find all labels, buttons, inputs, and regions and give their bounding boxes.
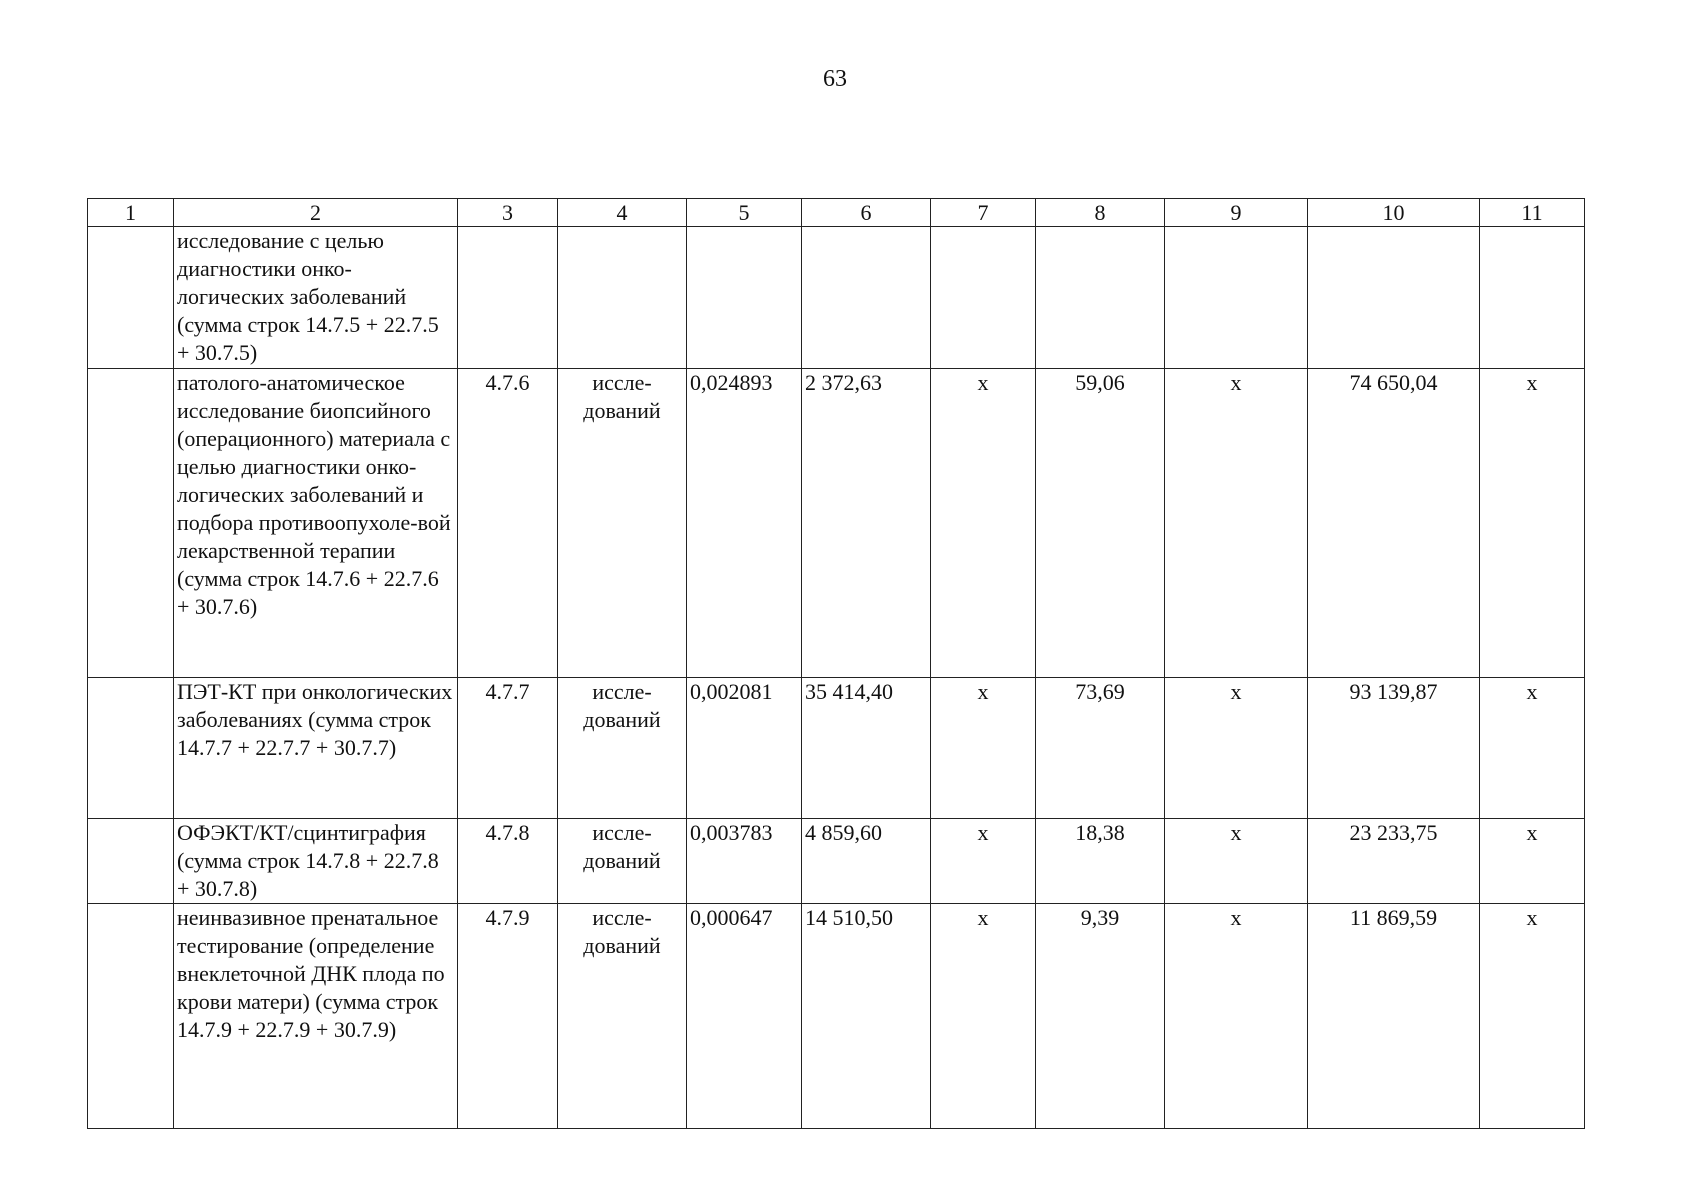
table-row bbox=[88, 369, 1585, 678]
cell-col7: х bbox=[931, 904, 1036, 1129]
header-row bbox=[88, 199, 1585, 227]
cell-col9: х bbox=[1165, 678, 1308, 819]
cell-name: ПЭТ-КТ при онкологических заболеваниях (сумма строк 14.7.7 + 22.7.7 + 30.7.7) bbox=[174, 678, 458, 819]
cell-volume: 0,024893 bbox=[687, 369, 802, 678]
cell-col11: х bbox=[1480, 819, 1585, 904]
tariff-table bbox=[87, 198, 1585, 1129]
cell-col10: 93 139,87 bbox=[1308, 678, 1480, 819]
col-header-5: 5 bbox=[687, 199, 802, 227]
cell-col10: 23 233,75 bbox=[1308, 819, 1480, 904]
col-header-6: 6 bbox=[802, 199, 931, 227]
cell-volume: 0,000647 bbox=[687, 904, 802, 1129]
table-row bbox=[88, 678, 1585, 819]
cell-cost: 14 510,50 bbox=[802, 904, 931, 1129]
cell-col7: х bbox=[931, 678, 1036, 819]
cell-col7 bbox=[931, 227, 1036, 369]
cell-col10 bbox=[1308, 227, 1480, 369]
col-header-10: 10 bbox=[1308, 199, 1480, 227]
cell-col1 bbox=[88, 227, 174, 369]
cell-col9 bbox=[1165, 227, 1308, 369]
cell-volume: 0,002081 bbox=[687, 678, 802, 819]
cell-col8: 18,38 bbox=[1036, 819, 1165, 904]
cell-cost: 2 372,63 bbox=[802, 369, 931, 678]
cell-col1 bbox=[88, 819, 174, 904]
cell-cost: 4 859,60 bbox=[802, 819, 931, 904]
cell-col7: х bbox=[931, 369, 1036, 678]
col-header-4: 4 bbox=[558, 199, 687, 227]
col-header-1: 1 bbox=[88, 199, 174, 227]
cell-col10: 11 869,59 bbox=[1308, 904, 1480, 1129]
cell-name: исследование с целью диагностики онко-логических заболеваний (сумма строк 14.7.5 + 22.7.5 + 30.7.5) bbox=[174, 227, 458, 369]
cell-col10: 74 650,04 bbox=[1308, 369, 1480, 678]
col-header-3: 3 bbox=[458, 199, 558, 227]
cell-col11: х bbox=[1480, 904, 1585, 1129]
cell-name: ОФЭКТ/КТ/сцинтиграфия (сумма строк 14.7.8 + 22.7.8 + 30.7.8) bbox=[174, 819, 458, 904]
cell-col8: 59,06 bbox=[1036, 369, 1165, 678]
cell-col11: х bbox=[1480, 369, 1585, 678]
cell-col8: 73,69 bbox=[1036, 678, 1165, 819]
cell-unit: иссле-дований bbox=[558, 819, 687, 904]
cell-col11: х bbox=[1480, 678, 1585, 819]
cell-col9: х bbox=[1165, 819, 1308, 904]
cell-row-code: 4.7.7 bbox=[458, 678, 558, 819]
col-header-8: 8 bbox=[1036, 199, 1165, 227]
cell-volume: 0,003783 bbox=[687, 819, 802, 904]
table-row bbox=[88, 819, 1585, 904]
cell-unit bbox=[558, 227, 687, 369]
cell-cost bbox=[802, 227, 931, 369]
col-header-7: 7 bbox=[931, 199, 1036, 227]
cell-col1 bbox=[88, 678, 174, 819]
cell-unit: иссле-дований bbox=[558, 904, 687, 1129]
col-header-2: 2 bbox=[174, 199, 458, 227]
col-header-9: 9 bbox=[1165, 199, 1308, 227]
cell-col11 bbox=[1480, 227, 1585, 369]
cell-name: патолого-анатомическое исследование биопсийного (операционного) материала с целью диагностики онко-логических заболеваний и подбора противоопухоле-вой лекарственной терапии (сумма строк 14.7.6 + 22.7.6 + 30.7.6) bbox=[174, 369, 458, 678]
table-row bbox=[88, 904, 1585, 1129]
cell-name: неинвазивное пренатальное тестирование (определение внеклеточной ДНК плода по крови матери) (сумма строк 14.7.9 + 22.7.9 + 30.7.9) bbox=[174, 904, 458, 1129]
cell-cost: 35 414,40 bbox=[802, 678, 931, 819]
cell-row-code: 4.7.9 bbox=[458, 904, 558, 1129]
cell-unit: иссле-дований bbox=[558, 369, 687, 678]
cell-row-code: 4.7.6 bbox=[458, 369, 558, 678]
cell-col7: х bbox=[931, 819, 1036, 904]
cell-col9: х bbox=[1165, 369, 1308, 678]
cell-col1 bbox=[88, 904, 174, 1129]
page-number: 63 bbox=[823, 66, 847, 92]
cell-row-code: 4.7.8 bbox=[458, 819, 558, 904]
table-row bbox=[88, 227, 1585, 369]
cell-volume bbox=[687, 227, 802, 369]
cell-row-code bbox=[458, 227, 558, 369]
cell-col1 bbox=[88, 369, 174, 678]
cell-col9: х bbox=[1165, 904, 1308, 1129]
cell-col8: 9,39 bbox=[1036, 904, 1165, 1129]
cell-col8 bbox=[1036, 227, 1165, 369]
col-header-11: 11 bbox=[1480, 199, 1585, 227]
cell-unit: иссле-дований bbox=[558, 678, 687, 819]
